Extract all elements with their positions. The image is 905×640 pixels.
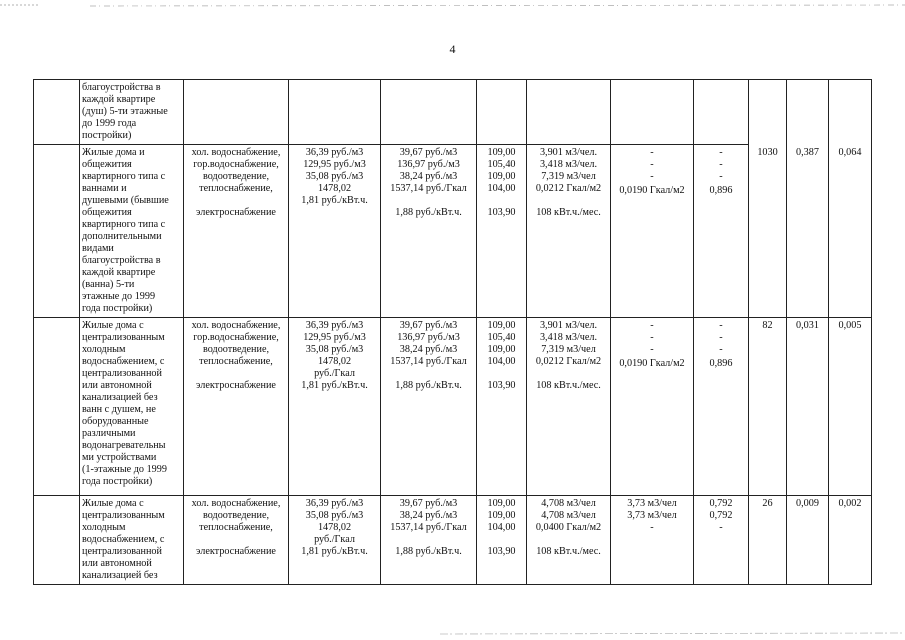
empty-cell (34, 80, 80, 145)
tariff-prev-cell: 36,39 руб./м3 129,95 руб./м3 35,08 руб./м3 1478,02 руб./Гкал 1,81 руб./кВт.ч. (289, 318, 381, 496)
empty-cell (829, 80, 872, 145)
norm-cell: 3,901 м3/чел. 3,418 м3/чел. 7,319 м3/чел 0,0212 Гкал/м2 108 кВт.ч./мес. (527, 318, 611, 496)
empty-cell (611, 80, 694, 145)
value-cell: 1030 (749, 145, 787, 318)
table-row (34, 496, 872, 585)
empty-cell (381, 80, 477, 145)
index-cell: 109,00 109,00 104,00 103,90 (477, 496, 527, 585)
coef-cell: - - - 0,896 (694, 318, 749, 496)
services-cell: хол. водоснабжение, гор.водоснабжение, водоотведение, теплоснабжение, электроснабжение (184, 145, 289, 318)
value-cell: 0,002 (829, 496, 872, 585)
page-number: 4 (449, 42, 456, 56)
scan-noise-top (0, 3, 905, 9)
index-cell: 109,00 105,40 109,00 104,00 103,90 (477, 145, 527, 318)
coef-cell: - - - 0,896 (694, 145, 749, 318)
tariff-new-cell: 39,67 руб./м3 136,97 руб./м3 38,24 руб./м3 1537,14 руб./Гкал 1,88 руб./кВт.ч. (381, 145, 477, 318)
tariff-table (33, 79, 872, 585)
table-row (34, 80, 872, 145)
empty-cell (34, 318, 80, 496)
value-cell: 0,064 (829, 145, 872, 318)
norm2-cell: - - - 0,0190 Гкал/м2 (611, 318, 694, 496)
services-cell: хол. водоснабжение, водоотведение, теплоснабжение, электроснабжение (184, 496, 289, 585)
table-row (34, 145, 872, 318)
empty-cell (694, 80, 749, 145)
scan-noise-bottom (440, 632, 905, 636)
norm2-cell: - - - 0,0190 Гкал/м2 (611, 145, 694, 318)
empty-cell (749, 80, 787, 145)
value-cell: 26 (749, 496, 787, 585)
services-cell: хол. водоснабжение, гор.водоснабжение, водоотведение, теплоснабжение, электроснабжение (184, 318, 289, 496)
value-cell: 0,387 (787, 145, 829, 318)
value-cell: 82 (749, 318, 787, 496)
empty-cell (34, 145, 80, 318)
empty-cell (289, 80, 381, 145)
norm-cell: 4,708 м3/чел 4,708 м3/чел 0,0400 Гкал/м2 108 кВт.ч./мес. (527, 496, 611, 585)
tariff-prev-cell: 36,39 руб./м3 129,95 руб./м3 35,08 руб./м3 1478,02 1,81 руб./кВт.ч. (289, 145, 381, 318)
housing-type-cell: Жилые дома с централизованным холодным водоснабжением, с централизованной или автономной канализацией без ванн с душем, не оборудованные различными водонагревательны ми устройствами (1-этажные до 1999 года постройки) (80, 318, 184, 496)
table-row (34, 318, 872, 496)
norm2-cell: 3,73 м3/чел 3,73 м3/чел - (611, 496, 694, 585)
housing-type-cell: Жилые дома и общежития квартирного типа с ваннами и душевыми (бывшие общежития квартирного типа с дополнительными видами благоустройства в каждой квартире (ванна) 5-ти этажные до 1999 года постройки) (80, 145, 184, 318)
empty-cell (787, 80, 829, 145)
housing-type-cell: Жилые дома с централизованным холодным водоснабжением, с централизованной или автономной канализацией без (80, 496, 184, 585)
index-cell: 109,00 105,40 109,00 104,00 103,90 (477, 318, 527, 496)
tariff-new-cell: 39,67 руб./м3 136,97 руб./м3 38,24 руб./м3 1537,14 руб./Гкал 1,88 руб./кВт.ч. (381, 318, 477, 496)
empty-cell (184, 80, 289, 145)
tariff-prev-cell: 36,39 руб./м3 35,08 руб./м3 1478,02 руб./Гкал 1,81 руб./кВт.ч. (289, 496, 381, 585)
coef-cell: 0,792 0,792 - (694, 496, 749, 585)
value-cell: 0,031 (787, 318, 829, 496)
tariff-new-cell: 39,67 руб./м3 38,24 руб./м3 1537,14 руб./Гкал 1,88 руб./кВт.ч. (381, 496, 477, 585)
housing-type-cell: благоустройства в каждой квартире (душ) 5-ти этажные до 1999 года постройки) (80, 80, 184, 145)
empty-cell (527, 80, 611, 145)
empty-cell (34, 496, 80, 585)
value-cell: 0,009 (787, 496, 829, 585)
norm-cell: 3,901 м3/чел. 3,418 м3/чел. 7,319 м3/чел 0,0212 Гкал/м2 108 кВт.ч./мес. (527, 145, 611, 318)
empty-cell (477, 80, 527, 145)
value-cell: 0,005 (829, 318, 872, 496)
